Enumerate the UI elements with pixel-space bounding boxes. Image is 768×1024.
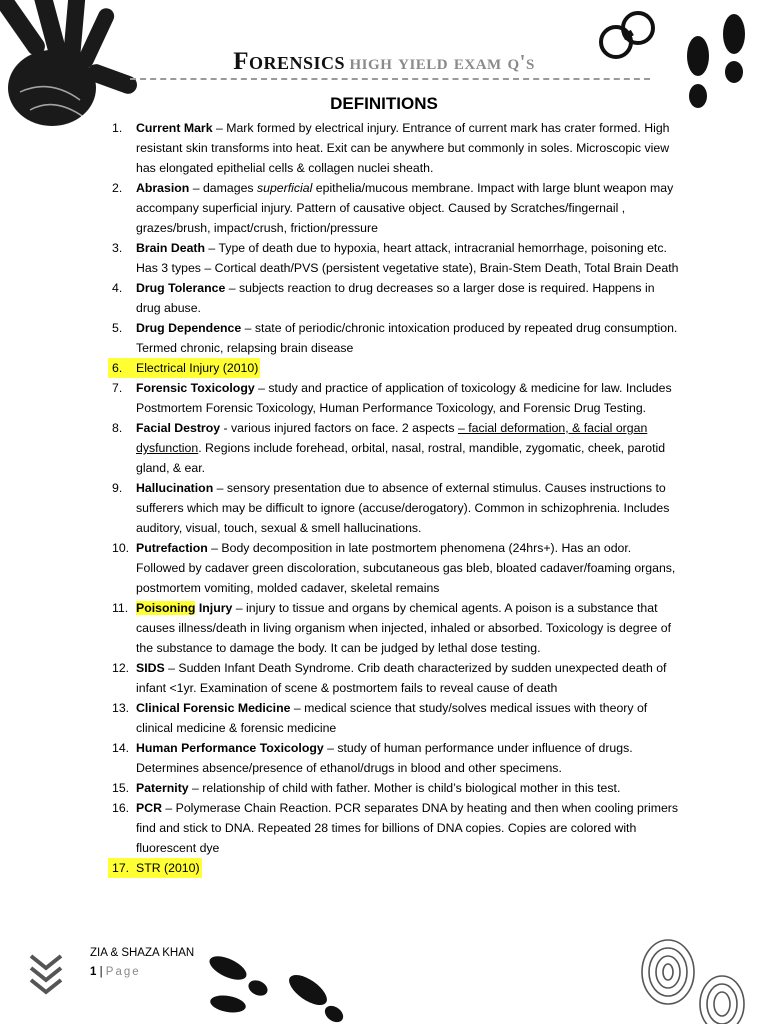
item-number: 6. (112, 361, 123, 375)
item-number: 17. (112, 861, 130, 875)
item-text: – Polymerase Chain Reaction. PCR separates DNA by heating and then when cooling primers find and stick to DNA. Repeated 28 times for billions of DNA copies. Copies are colored with fluorescent dye (136, 801, 679, 855)
item-number: 10. (112, 541, 130, 555)
item-text: – study and practice of application of toxicology & medicine for law. Includes Postmortem Forensic Toxicology, Human Performance Toxicology, and Forensic Drug Testing. (136, 381, 672, 415)
item-underlined: – facial deformation, & facial organ dysfunction (136, 421, 648, 455)
item-text: - various injured factors on face. 2 aspects (220, 421, 458, 435)
item-term: Current Mark (136, 121, 213, 135)
item-number: 9. (112, 481, 123, 495)
header-title-primary: Forensics (233, 48, 346, 75)
item-term: Putrefaction (136, 541, 208, 555)
list-item (108, 178, 680, 238)
footprints-icon (198, 944, 348, 1024)
item-number: 16. (112, 801, 130, 815)
chevron-down-icon (28, 952, 64, 1000)
item-text: epithelia/mucous membrane. Impact with large blunt weapon may accompany superficial injury. Pattern of causative object. Caused by Scratches/fingernail , grazes/brush, impact/crush, friction/pressure (136, 181, 674, 235)
list-item (108, 778, 680, 798)
item-text: – state of periodic/chronic intoxication produced by repeated drug consumption. Termed chronic, relapsing brain disease (136, 321, 678, 355)
item-text: – sensory presentation due to absence of external stimulus. Causes instructions to sufferers which may be difficult to ignore (accuse/derogatory). Common in schizophrenia. Includes auditory, visual, touch, sexual & smell hallucinations. (136, 481, 670, 535)
list-item (108, 798, 680, 858)
list-item (108, 278, 680, 318)
list-item (108, 318, 680, 358)
fingerprints-icon (632, 924, 768, 1024)
list-item (108, 598, 680, 658)
item-term: Forensic Toxicology (136, 381, 255, 395)
item-text: – Sudden Infant Death Syndrome. Crib death characterized by sudden unexpected death of infant <1yr. Examination of scene & postmortem fails to reveal cause of death (136, 661, 667, 695)
item-term: Drug Dependence (136, 321, 242, 335)
item-term: Clinical Forensic Medicine (136, 701, 291, 715)
page-label: Page (105, 966, 141, 978)
item-number: 13. (112, 701, 130, 715)
item-text: – damages (189, 181, 257, 195)
item-number: 14. (112, 741, 130, 755)
item-text: – Type of death due to hypoxia, heart attack, intracranial hemorrhage, poisoning etc. Has 3 types – Cortical death/PVS (persistent vegetative state), Brain-Stem Death, Total Brain Death (136, 241, 679, 275)
item-number: 7. (112, 381, 123, 395)
list-item (108, 378, 680, 418)
item-number: 12. (112, 661, 130, 675)
item-number: 1. (112, 121, 123, 135)
list-item (108, 238, 680, 278)
item-number: 15. (112, 781, 130, 795)
list-item-highlighted (108, 858, 680, 878)
item-term: Drug Tolerance (136, 281, 226, 295)
item-term: Human Performance Toxicology (136, 741, 324, 755)
item-number: 5. (112, 321, 123, 335)
header-divider (130, 78, 650, 80)
page-footer (90, 944, 194, 982)
item-text: – Mark formed by electrical injury. Entrance of current mark has crater formed. High resistant skin transforms into heat. Exit can be anywhere but commonly in soles. Microscopic view has elongated epithelial cells & collagen nuclei sheath. (136, 121, 670, 175)
list-item (108, 658, 680, 698)
item-term: Brain Death (136, 241, 206, 255)
section-title: DEFINITIONS (330, 94, 438, 113)
list-item (108, 118, 680, 178)
page-separator: | (96, 966, 106, 978)
item-number: 2. (112, 181, 123, 195)
item-term: SIDS (136, 661, 165, 675)
item-text: – subjects reaction to drug decreases so a larger dose is required. Happens in drug abuse. (136, 281, 655, 315)
list-item (108, 478, 680, 538)
item-text: STR (2010) (136, 861, 200, 875)
item-term: PCR (136, 801, 162, 815)
list-item (108, 418, 680, 478)
item-term-highlighted: Poisoning (136, 601, 196, 615)
item-term: Abrasion (136, 181, 190, 195)
item-text: Electrical Injury (2010) (136, 361, 259, 375)
item-number: 8. (112, 421, 123, 435)
list-item (108, 698, 680, 738)
list-item (108, 738, 680, 778)
definitions-list (108, 118, 680, 878)
item-term: Hallucination (136, 481, 214, 495)
item-emphasis: superficial (256, 181, 313, 195)
page-number: 1 (90, 966, 97, 978)
item-term: Facial Destroy (136, 421, 221, 435)
header-title-secondary: high yield exam q's (349, 50, 535, 74)
footer-page-info (90, 963, 194, 982)
page-header (0, 48, 768, 76)
item-text: – study of human performance under influence of drugs. Determines absence/presence of ethanol/drugs in blood and other specimens. (136, 741, 633, 775)
item-number: 3. (112, 241, 123, 255)
item-text: – injury to tissue and organs by chemical agents. A poison is a substance that causes illness/death in living organism when injected, inhaled or absorbed. Toxicology is degree of the substance to damage the body. It can be judged by lethal dose testing. (136, 601, 672, 655)
list-item-highlighted (108, 358, 680, 378)
item-text: . Regions include forehead, orbital, nasal, rostral, mandible, zygomatic, cheek, parotid gland, & ear. (136, 441, 666, 475)
item-text: – Body decomposition in late postmortem phenomena (24hrs+). Has an odor. Followed by cadaver green discoloration, subcutaneous gas bleb, bloated cadaver/foaming organs, postmortem vomiting, molded cadaver, skeletal remains (136, 541, 676, 595)
item-number: 11. (112, 601, 129, 615)
list-item (108, 538, 680, 598)
footer-authors: ZIA & SHAZA KHAN (90, 947, 195, 959)
item-term: Injury (195, 601, 233, 615)
item-number: 4. (112, 281, 123, 295)
item-text: – relationship of child with father. Mother is child’s biological mother in this test. (188, 781, 621, 795)
item-term: Paternity (136, 781, 189, 795)
item-text: – medical science that study/solves medical issues with theory of clinical medicine & forensic medicine (136, 701, 648, 735)
